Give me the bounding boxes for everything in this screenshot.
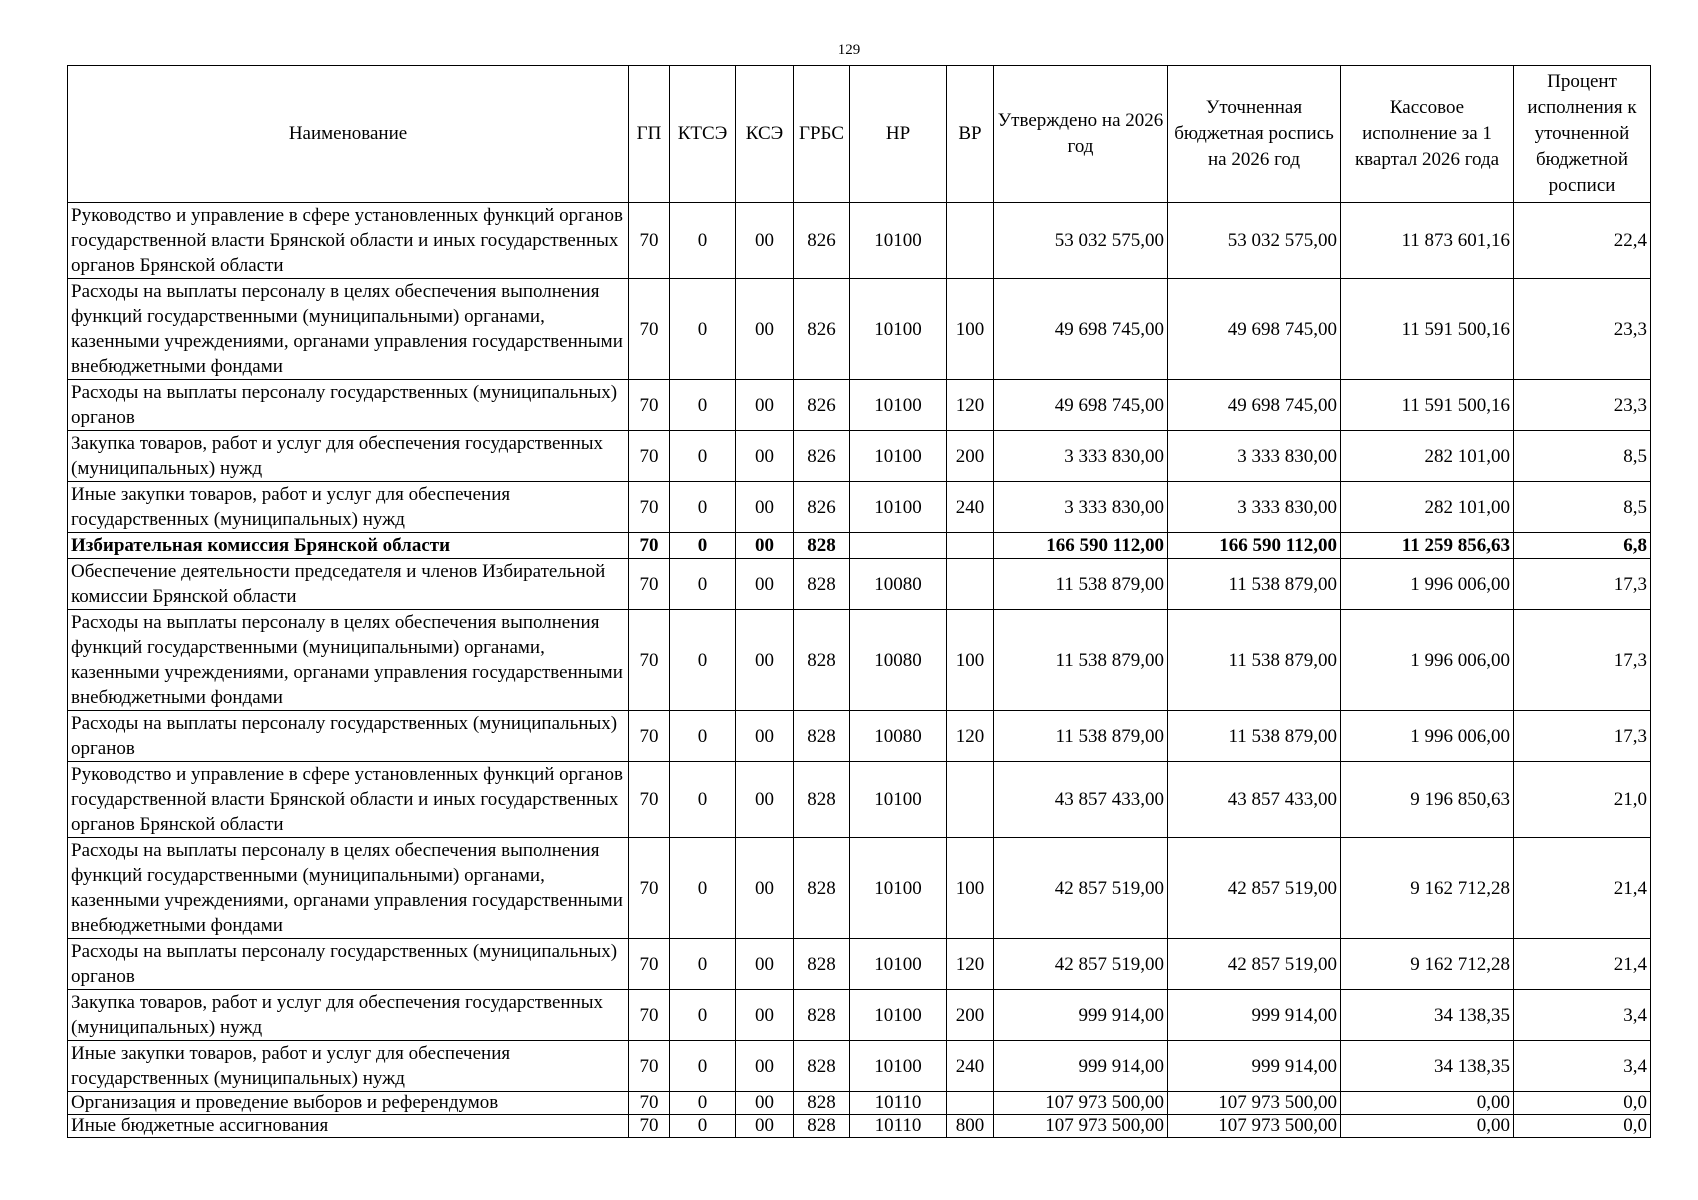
grbs-cell: 828 (794, 1115, 850, 1138)
grbs-cell: 826 (794, 203, 850, 279)
approved-cell: 42 857 519,00 (994, 939, 1168, 990)
header-nr: НР (850, 66, 947, 203)
refined-cell: 3 333 830,00 (1168, 431, 1341, 482)
vr-cell: 240 (947, 482, 994, 533)
gp-cell: 70 (629, 203, 670, 279)
approved-cell: 107 973 500,00 (994, 1115, 1168, 1138)
refined-cell: 166 590 112,00 (1168, 533, 1341, 559)
vr-cell (947, 203, 994, 279)
cash-cell: 1 996 006,00 (1341, 610, 1514, 711)
ktse-cell: 0 (670, 939, 736, 990)
cash-cell: 282 101,00 (1341, 431, 1514, 482)
table-row (68, 610, 1651, 711)
gp-cell: 70 (629, 1041, 670, 1092)
grbs-cell: 828 (794, 711, 850, 762)
ktse-cell: 0 (670, 1041, 736, 1092)
row-name-cell: Закупка товаров, работ и услуг для обеспечения государственных (муниципальных) нужд (68, 990, 629, 1041)
header-grbs: ГРБС (794, 66, 850, 203)
gp-cell: 70 (629, 762, 670, 838)
kse-cell: 00 (736, 838, 794, 939)
cash-cell: 11 591 500,16 (1341, 380, 1514, 431)
ktse-cell: 0 (670, 559, 736, 610)
cash-cell: 11 873 601,16 (1341, 203, 1514, 279)
vr-cell (947, 533, 994, 559)
ktse-cell: 0 (670, 1115, 736, 1138)
grbs-cell: 828 (794, 610, 850, 711)
table-row (68, 711, 1651, 762)
gp-cell: 70 (629, 711, 670, 762)
gp-cell: 70 (629, 559, 670, 610)
row-name-cell: Руководство и управление в сфере установленных функций органов государственной власти Брянской области и иных государственных органов Брянской области (68, 203, 629, 279)
kse-cell: 00 (736, 939, 794, 990)
cash-cell: 34 138,35 (1341, 990, 1514, 1041)
refined-cell: 11 538 879,00 (1168, 559, 1341, 610)
row-name-cell: Расходы на выплаты персоналу в целях обеспечения выполнения функций государственными (муниципальными) органами, казенными учреждениями, органами управления государственными внебюджетными фондами (68, 838, 629, 939)
percent-cell: 21,4 (1514, 838, 1651, 939)
ktse-cell: 0 (670, 482, 736, 533)
table-row (68, 838, 1651, 939)
nr-cell: 10100 (850, 990, 947, 1041)
nr-cell: 10100 (850, 431, 947, 482)
budget-table (67, 65, 1651, 1138)
cash-cell: 9 162 712,28 (1341, 939, 1514, 990)
approved-cell: 999 914,00 (994, 1041, 1168, 1092)
nr-cell: 10100 (850, 482, 947, 533)
grbs-cell: 826 (794, 482, 850, 533)
percent-cell: 8,5 (1514, 482, 1651, 533)
refined-cell: 999 914,00 (1168, 990, 1341, 1041)
page-number: 129 (837, 42, 861, 58)
vr-cell: 240 (947, 1041, 994, 1092)
ktse-cell: 0 (670, 610, 736, 711)
row-name-cell: Руководство и управление в сфере установленных функций органов государственной власти Брянской области и иных государственных органов Брянской области (68, 762, 629, 838)
refined-cell: 107 973 500,00 (1168, 1115, 1341, 1138)
nr-cell: 10110 (850, 1092, 947, 1115)
table-row (68, 279, 1651, 380)
cash-cell: 9 162 712,28 (1341, 838, 1514, 939)
header-name: Наименование (68, 66, 629, 203)
header-vr: ВР (947, 66, 994, 203)
vr-cell (947, 559, 994, 610)
nr-cell: 10100 (850, 762, 947, 838)
row-name-cell: Обеспечение деятельности председателя и членов Избирательной комиссии Брянской области (68, 559, 629, 610)
refined-cell: 3 333 830,00 (1168, 482, 1341, 533)
ktse-cell: 0 (670, 838, 736, 939)
grbs-cell: 828 (794, 939, 850, 990)
kse-cell: 00 (736, 279, 794, 380)
gp-cell: 70 (629, 1092, 670, 1115)
vr-cell: 200 (947, 431, 994, 482)
header-row (68, 66, 1651, 203)
approved-cell: 43 857 433,00 (994, 762, 1168, 838)
grbs-cell: 826 (794, 380, 850, 431)
nr-cell: 10100 (850, 279, 947, 380)
header-refined: Уточненная бюджетная роспись на 2026 год (1168, 66, 1341, 203)
ktse-cell: 0 (670, 533, 736, 559)
kse-cell: 00 (736, 431, 794, 482)
vr-cell: 800 (947, 1115, 994, 1138)
refined-cell: 11 538 879,00 (1168, 610, 1341, 711)
grbs-cell: 828 (794, 559, 850, 610)
vr-cell: 120 (947, 711, 994, 762)
gp-cell: 70 (629, 990, 670, 1041)
table-row (68, 939, 1651, 990)
percent-cell: 3,4 (1514, 990, 1651, 1041)
vr-cell: 100 (947, 610, 994, 711)
kse-cell: 00 (736, 380, 794, 431)
grbs-cell: 828 (794, 838, 850, 939)
row-name-cell: Организация и проведение выборов и референдумов (68, 1092, 629, 1115)
row-name-cell: Иные бюджетные ассигнования (68, 1115, 629, 1138)
vr-cell: 120 (947, 939, 994, 990)
kse-cell: 00 (736, 203, 794, 279)
percent-cell: 22,4 (1514, 203, 1651, 279)
percent-cell: 23,3 (1514, 380, 1651, 431)
gp-cell: 70 (629, 1115, 670, 1138)
nr-cell: 10100 (850, 380, 947, 431)
percent-cell: 17,3 (1514, 610, 1651, 711)
table-row (68, 482, 1651, 533)
percent-cell: 0,0 (1514, 1092, 1651, 1115)
table-row (68, 203, 1651, 279)
cash-cell: 34 138,35 (1341, 1041, 1514, 1092)
nr-cell: 10100 (850, 1041, 947, 1092)
refined-cell: 49 698 745,00 (1168, 380, 1341, 431)
header-percent: Процент исполнения к уточненной бюджетной росписи (1514, 66, 1651, 203)
header-gp: ГП (629, 66, 670, 203)
nr-cell: 10080 (850, 711, 947, 762)
vr-cell: 100 (947, 279, 994, 380)
table-row (68, 762, 1651, 838)
refined-cell: 42 857 519,00 (1168, 838, 1341, 939)
percent-cell: 21,0 (1514, 762, 1651, 838)
cash-cell: 1 996 006,00 (1341, 711, 1514, 762)
percent-cell: 8,5 (1514, 431, 1651, 482)
header-ktse: КТСЭ (670, 66, 736, 203)
kse-cell: 00 (736, 610, 794, 711)
kse-cell: 00 (736, 990, 794, 1041)
refined-cell: 999 914,00 (1168, 1041, 1341, 1092)
ktse-cell: 0 (670, 203, 736, 279)
ktse-cell: 0 (670, 431, 736, 482)
row-name-cell: Иные закупки товаров, работ и услуг для обеспечения государственных (муниципальных) нужд (68, 482, 629, 533)
table-row (68, 990, 1651, 1041)
cash-cell: 11 259 856,63 (1341, 533, 1514, 559)
cash-cell: 282 101,00 (1341, 482, 1514, 533)
ktse-cell: 0 (670, 711, 736, 762)
header-cash: Кассовое исполнение за 1 квартал 2026 года (1341, 66, 1514, 203)
grbs-cell: 828 (794, 1041, 850, 1092)
cash-cell: 9 196 850,63 (1341, 762, 1514, 838)
kse-cell: 00 (736, 533, 794, 559)
table-row (68, 380, 1651, 431)
vr-cell (947, 762, 994, 838)
cash-cell: 0,00 (1341, 1115, 1514, 1138)
approved-cell: 53 032 575,00 (994, 203, 1168, 279)
percent-cell: 3,4 (1514, 1041, 1651, 1092)
vr-cell (947, 1092, 994, 1115)
gp-cell: 70 (629, 838, 670, 939)
percent-cell: 23,3 (1514, 279, 1651, 380)
grbs-cell: 826 (794, 431, 850, 482)
gp-cell: 70 (629, 610, 670, 711)
nr-cell: 10110 (850, 1115, 947, 1138)
refined-cell: 107 973 500,00 (1168, 1092, 1341, 1115)
approved-cell: 49 698 745,00 (994, 279, 1168, 380)
grbs-cell: 828 (794, 990, 850, 1041)
approved-cell: 3 333 830,00 (994, 431, 1168, 482)
row-name-cell: Закупка товаров, работ и услуг для обеспечения государственных (муниципальных) нужд (68, 431, 629, 482)
approved-cell: 999 914,00 (994, 990, 1168, 1041)
approved-cell: 42 857 519,00 (994, 838, 1168, 939)
refined-cell: 11 538 879,00 (1168, 711, 1341, 762)
grbs-cell: 828 (794, 533, 850, 559)
table-row (68, 1041, 1651, 1092)
grbs-cell: 828 (794, 762, 850, 838)
approved-cell: 3 333 830,00 (994, 482, 1168, 533)
approved-cell: 11 538 879,00 (994, 711, 1168, 762)
kse-cell: 00 (736, 1092, 794, 1115)
gp-cell: 70 (629, 533, 670, 559)
percent-cell: 17,3 (1514, 711, 1651, 762)
approved-cell: 11 538 879,00 (994, 610, 1168, 711)
vr-cell: 200 (947, 990, 994, 1041)
refined-cell: 43 857 433,00 (1168, 762, 1341, 838)
percent-cell: 0,0 (1514, 1115, 1651, 1138)
row-name-cell: Расходы на выплаты персоналу государственных (муниципальных) органов (68, 380, 629, 431)
cash-cell: 11 591 500,16 (1341, 279, 1514, 380)
nr-cell: 10080 (850, 559, 947, 610)
gp-cell: 70 (629, 482, 670, 533)
kse-cell: 00 (736, 711, 794, 762)
approved-cell: 107 973 500,00 (994, 1092, 1168, 1115)
gp-cell: 70 (629, 939, 670, 990)
nr-cell: 10100 (850, 203, 947, 279)
approved-cell: 166 590 112,00 (994, 533, 1168, 559)
gp-cell: 70 (629, 279, 670, 380)
nr-cell: 10100 (850, 939, 947, 990)
table-row (68, 431, 1651, 482)
cash-cell: 1 996 006,00 (1341, 559, 1514, 610)
vr-cell: 100 (947, 838, 994, 939)
gp-cell: 70 (629, 431, 670, 482)
refined-cell: 53 032 575,00 (1168, 203, 1341, 279)
approved-cell: 11 538 879,00 (994, 559, 1168, 610)
table-row (68, 1115, 1651, 1138)
percent-cell: 6,8 (1514, 533, 1651, 559)
percent-cell: 17,3 (1514, 559, 1651, 610)
nr-cell: 10100 (850, 838, 947, 939)
refined-cell: 42 857 519,00 (1168, 939, 1341, 990)
row-name-cell: Расходы на выплаты персоналу государственных (муниципальных) органов (68, 711, 629, 762)
nr-cell: 10080 (850, 610, 947, 711)
ktse-cell: 0 (670, 990, 736, 1041)
approved-cell: 49 698 745,00 (994, 380, 1168, 431)
percent-cell: 21,4 (1514, 939, 1651, 990)
table-row (68, 533, 1651, 559)
kse-cell: 00 (736, 1041, 794, 1092)
ktse-cell: 0 (670, 762, 736, 838)
cash-cell: 0,00 (1341, 1092, 1514, 1115)
row-name-cell: Избирательная комиссия Брянской области (68, 533, 629, 559)
refined-cell: 49 698 745,00 (1168, 279, 1341, 380)
kse-cell: 00 (736, 762, 794, 838)
grbs-cell: 828 (794, 1092, 850, 1115)
header-kse: КСЭ (736, 66, 794, 203)
row-name-cell: Иные закупки товаров, работ и услуг для обеспечения государственных (муниципальных) нужд (68, 1041, 629, 1092)
row-name-cell: Расходы на выплаты персоналу в целях обеспечения выполнения функций государственными (муниципальными) органами, казенными учреждениями, органами управления государственными внебюджетными фондами (68, 610, 629, 711)
row-name-cell: Расходы на выплаты персоналу в целях обеспечения выполнения функций государственными (муниципальными) органами, казенными учреждениями, органами управления государственными внебюджетными фондами (68, 279, 629, 380)
kse-cell: 00 (736, 482, 794, 533)
kse-cell: 00 (736, 559, 794, 610)
ktse-cell: 0 (670, 1092, 736, 1115)
kse-cell: 00 (736, 1115, 794, 1138)
table-row (68, 1092, 1651, 1115)
vr-cell: 120 (947, 380, 994, 431)
ktse-cell: 0 (670, 380, 736, 431)
table-row (68, 559, 1651, 610)
grbs-cell: 826 (794, 279, 850, 380)
nr-cell (850, 533, 947, 559)
gp-cell: 70 (629, 380, 670, 431)
ktse-cell: 0 (670, 279, 736, 380)
header-approved: Утверждено на 2026 год (994, 66, 1168, 203)
row-name-cell: Расходы на выплаты персоналу государственных (муниципальных) органов (68, 939, 629, 990)
